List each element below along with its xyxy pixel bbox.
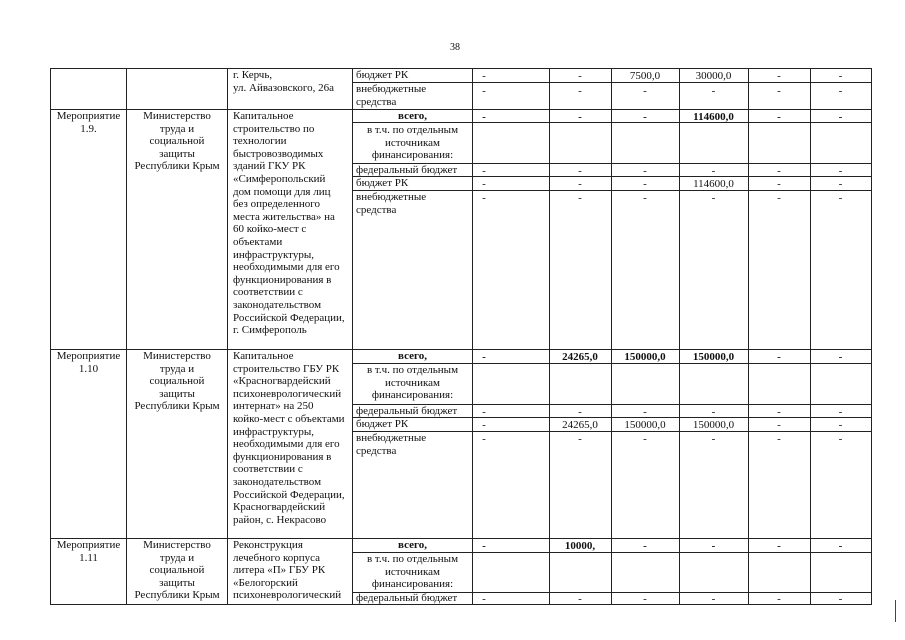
value-cell: - (643, 85, 647, 97)
value-cell: - (838, 351, 843, 363)
value-cell: 30000,0 (695, 70, 732, 82)
value-cell: - (578, 433, 582, 445)
value-cell: - (777, 540, 781, 552)
funding-source: внебюджетные средства (356, 432, 427, 457)
value-cell: - (838, 111, 843, 123)
value-cell: - (643, 433, 647, 445)
page-number: 38 (450, 42, 460, 53)
funding-table (50, 68, 872, 605)
event-number: Мероприятие 1.9. (56, 110, 121, 135)
value-cell: - (482, 540, 486, 552)
note: в т.ч. по отдельным источникам финансирования: (366, 124, 459, 162)
value-cell: - (578, 593, 582, 605)
total-label: всего, (398, 110, 427, 122)
value-cell: - (711, 433, 716, 445)
value-cell: - (578, 406, 582, 418)
value-cell: - (838, 85, 843, 97)
column-divider (50, 68, 51, 605)
value-cell: - (482, 419, 486, 431)
value-cell: - (711, 165, 716, 177)
value-cell: 24265,0 (562, 419, 598, 431)
value-cell: - (643, 593, 647, 605)
value-cell: - (578, 192, 582, 204)
value-cell: - (643, 178, 647, 190)
funding-source: внебюджетные средства (356, 191, 427, 216)
object-description: г. Керчь, ул. Айвазовского, 26а (233, 69, 334, 94)
total-label: всего, (398, 350, 427, 362)
event-number: Мероприятие 1.11 (56, 539, 121, 564)
funding-source: федеральный бюджет (356, 164, 458, 176)
value-cell: - (777, 351, 781, 363)
value-cell: - (777, 70, 781, 82)
value-cell: - (643, 540, 647, 552)
value-cell: - (482, 192, 486, 204)
funding-source: внебюджетные средства (356, 83, 427, 108)
column-divider (126, 68, 127, 605)
value-cell: 150000,0 (624, 419, 666, 431)
value-cell: - (643, 406, 647, 418)
object-description: Капитальное строительство по технологии быстровозводимых зданий ГКУ РК «Симферопольский дом помощи для лиц без определенного места жительства» на 60 койко-мест с объектами инфраструктуры, необходимыми для его функционирования в соответствии с законодательством Российской Федерации, г. Симферополь (233, 110, 345, 337)
value-cell: 7500,0 (629, 70, 661, 82)
value-cell: - (777, 433, 781, 445)
funding-source: федеральный бюджет (356, 405, 458, 417)
funding-source: бюджет РК (356, 177, 409, 189)
value-cell: - (482, 165, 486, 177)
value-cell: 150000,0 (624, 351, 666, 363)
value-cell: - (578, 85, 582, 97)
executor: Министерство труда и социальной защиты Республики Крым (134, 539, 220, 602)
object-description: Капитальное строительство ГБУ РК «Красногвардейский психоневрологический интернат» на 250 койко-мест с объектами инфраструктуры, необходимыми для его функционирования в соответствии с законодательством Российской Федерации, Красногвардейский район, с. Некрасово (233, 350, 345, 526)
value-cell: - (482, 111, 486, 123)
value-cell: - (838, 433, 843, 445)
note: в т.ч. по отдельным источникам финансирования: (366, 364, 459, 402)
note: в т.ч. по отдельным источникам финансирования: (366, 553, 459, 591)
funding-source: федеральный бюджет (356, 592, 458, 604)
value-cell: - (711, 192, 716, 204)
value-cell: - (578, 70, 582, 82)
value-cell: - (838, 593, 843, 605)
value-cell: - (711, 406, 716, 418)
column-divider (810, 68, 811, 605)
value-cell: - (777, 419, 781, 431)
value-cell: - (838, 406, 843, 418)
value-cell: - (838, 419, 843, 431)
column-divider (549, 68, 550, 605)
value-cell: - (578, 111, 582, 123)
value-cell: - (777, 178, 781, 190)
value-cell: - (482, 433, 486, 445)
column-divider (871, 68, 872, 605)
value-cell: - (482, 351, 486, 363)
value-cell: - (482, 593, 486, 605)
value-cell: - (711, 85, 716, 97)
value-cell: - (711, 540, 716, 552)
value-cell: - (711, 593, 716, 605)
column-divider (472, 68, 473, 605)
value-cell: - (482, 178, 486, 190)
column-divider (227, 68, 228, 605)
value-cell: - (482, 85, 486, 97)
column-divider (748, 68, 749, 605)
value-cell: - (838, 540, 843, 552)
value-cell: 114600,0 (693, 111, 734, 123)
value-cell: - (777, 165, 781, 177)
value-cell: - (777, 85, 781, 97)
value-cell: 10000, (564, 540, 596, 552)
value-cell: - (482, 406, 486, 418)
value-cell: - (777, 593, 781, 605)
value-cell: - (838, 165, 843, 177)
value-cell: 150000,0 (692, 419, 735, 431)
value-cell: - (838, 70, 843, 82)
value-cell: 24265,0 (562, 351, 598, 363)
funding-source: бюджет РК (356, 418, 409, 430)
funding-source: бюджет РК (356, 69, 409, 81)
value-cell: - (777, 111, 781, 123)
value-cell: 114600,0 (693, 178, 734, 190)
value-cell: - (643, 192, 647, 204)
value-cell: - (578, 178, 582, 190)
total-label: всего, (398, 539, 427, 551)
executor: Министерство труда и социальной защиты Республики Крым (134, 110, 220, 173)
value-cell: - (578, 165, 582, 177)
event-number: Мероприятие 1.10 (56, 350, 121, 375)
value-cell: - (482, 70, 486, 82)
value-cell: - (838, 178, 843, 190)
executor: Министерство труда и социальной защиты Республики Крым (134, 350, 220, 413)
object-description: Реконструкция лечебного корпуса литера «П» ГБУ РК «Белогорский психоневрологический (233, 539, 342, 602)
value-cell: - (838, 192, 843, 204)
column-divider (611, 68, 612, 605)
value-cell: - (643, 111, 647, 123)
value-cell: 150000,0 (692, 351, 735, 363)
value-cell: - (777, 192, 781, 204)
value-cell: - (643, 165, 647, 177)
column-divider (679, 68, 680, 605)
scan-edge-mark (895, 600, 896, 622)
value-cell: - (777, 406, 781, 418)
